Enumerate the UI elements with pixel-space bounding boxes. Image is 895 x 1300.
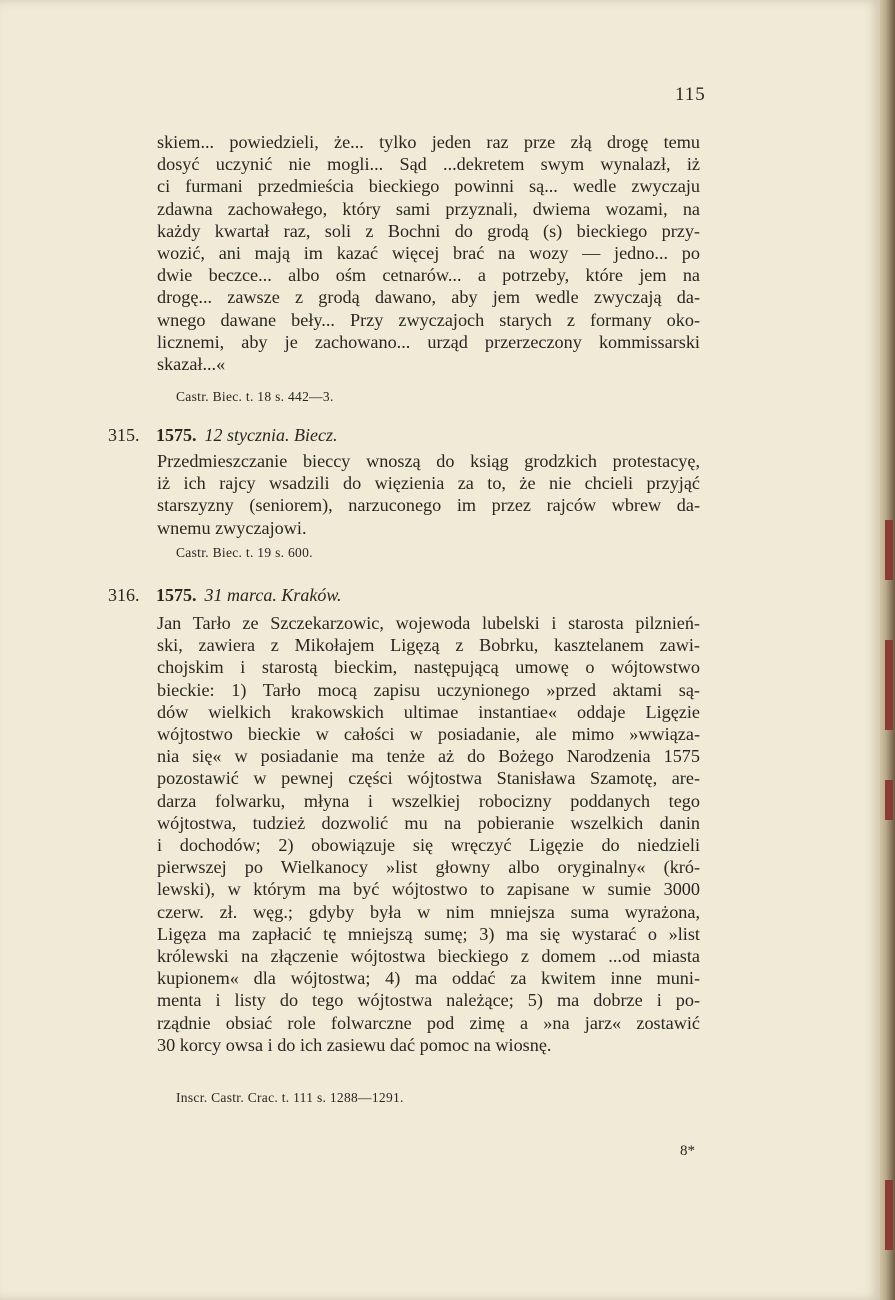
edge-mark <box>885 780 893 820</box>
text-line: zdawna zachowałego, który sami przyznali, dwiema wozami, na <box>157 198 700 219</box>
text-line: drogę... zawsze z grodą dawano, aby jem wedle zwyczają da- <box>157 287 700 308</box>
text-line: pozostawić w pewnej części wójtostwa Stanisława Szamotę, are- <box>157 768 700 789</box>
entry-heading <box>108 585 342 606</box>
text-line: Przedmieszczanie bieccy wnoszą do ksiąg grodzkich protestacyę, <box>157 451 700 471</box>
text-line: dów wielkich krakowskich ultimae instantiae« oddaje Ligęzie <box>157 701 700 722</box>
edge-mark <box>885 520 893 580</box>
source-citation: Castr. Biec. t. 19 s. 600. <box>176 545 313 560</box>
signature-mark: 8* <box>680 1143 695 1159</box>
text-line: i dochodów; 2) obowiązuje się wręczyć Ligęzie do niedzieli <box>157 835 700 856</box>
text-line: darza folwarku, młyna i wszelkiej robocizny poddanych tego <box>157 790 700 811</box>
entry-year: 1575. <box>156 425 197 445</box>
text-line: pierwszej po Wielkanocy »list głowny albo oryginalny« (kró- <box>157 857 700 878</box>
text-line: wnemu zwyczajowi. <box>157 517 307 538</box>
text-line: chojskim i starostą bieckim, następującą umowę o wójtowstwo <box>157 657 700 678</box>
text-line: rządnie obsiać role folwarczne pod zimę a »na jarz« zostawić <box>157 1012 700 1033</box>
text-line: skazał...« <box>157 354 226 375</box>
text-line: ski, zawiera z Mikołajem Ligęzą z Bobrku, kasztelanem zawi- <box>157 635 700 656</box>
text-line: Ligęza ma zapłacić tę mniejszą sumę; 3) ma się wystarać o »list <box>157 923 700 944</box>
entry-heading <box>108 425 337 446</box>
text-line: wnego dawane beły... Przy zwyczajoch starych z formany oko- <box>157 309 700 330</box>
text-line: czerw. zł. węg.; gdyby była w nim mniejsza suma wyrażona, <box>157 901 700 922</box>
source-citation: Castr. Biec. t. 18 s. 442—3. <box>176 389 334 404</box>
text-line: dosyć uczynić nie mogli... Sąd ...dekretem swym wynalazł, iż <box>157 154 700 175</box>
entry-date-place: 12 stycznia. Biecz. <box>204 425 338 445</box>
text-line: ci furmani przedmieścia bieckiego powinni są... wedle zwyczaju <box>157 176 700 197</box>
text-line: 30 korcy owsa i do ich zasiewu dać pomoc na wiosnę. <box>157 1034 552 1055</box>
text-line: każdy kwartał raz, soli z Bochni do grodą (s) bieckiego przy- <box>157 220 700 241</box>
source-citation: Inscr. Castr. Crac. t. 111 s. 1288—1291. <box>176 1090 404 1105</box>
text-line: skiem... powiedzieli, że... tylko jeden raz prze złą drogę temu <box>157 132 700 152</box>
text-line: wójtostwo bieckie w całości w posiadanie, ale mimo »wwiąza- <box>157 724 700 745</box>
entry-number: 316. <box>108 585 140 605</box>
text-line: królewski na złączenie wójtostwa bieckiego z domem ...od miasta <box>157 946 700 967</box>
text-line: licznemi, aby je zachowano... urząd przerzeczony kommissarski <box>157 331 700 352</box>
entry-text <box>157 612 700 1056</box>
continuation-text <box>157 131 700 375</box>
entry-date-place: 31 marca. Kraków. <box>204 585 342 605</box>
entry-text <box>157 450 700 539</box>
text-line: dwie beczce... albo ośm cetnarów... a potrzeby, które jem na <box>157 265 700 286</box>
text-line: nia się« w posiadanie ma tenże aż do Bożego Narodzenia 1575 <box>157 746 700 767</box>
page-edge <box>880 0 895 1300</box>
text-line: bieckie: 1) Tarło mocą zapisu uczynionego »przed aktami są- <box>157 679 700 700</box>
edge-mark <box>885 640 893 730</box>
text-line: wójtostwa, tudzież dozwolić mu na pobieranie wszelkich danin <box>157 812 700 833</box>
entry-year: 1575. <box>156 585 197 605</box>
text-line: starszyzny (seniorem), narzuconego im przez rajców wbrew da- <box>157 495 700 516</box>
text-line: wozić, ani mają im kazać więcej brać na wozy — jedno... po <box>157 243 700 264</box>
edge-mark <box>885 1180 893 1250</box>
text-line: menta i listy do tego wójtostwa należące; 5) ma dobrze i po- <box>157 990 700 1011</box>
text-line: kupionem« dla wójtostwa; 4) ma oddać za kwitem inne muni- <box>157 968 700 989</box>
text-line: Jan Tarło ze Szczekarzowic, wojewoda lubelski i starosta pilznień- <box>157 613 700 633</box>
text-line: iż ich rajcy wsadzili do więzienia za to, że nie chcieli przyjąć <box>157 473 700 494</box>
text-line: lewski), w którym ma być wójtostwo to zapisane w sumie 3000 <box>157 879 700 900</box>
entry-number: 315. <box>108 425 140 445</box>
page-number: 115 <box>675 84 706 105</box>
